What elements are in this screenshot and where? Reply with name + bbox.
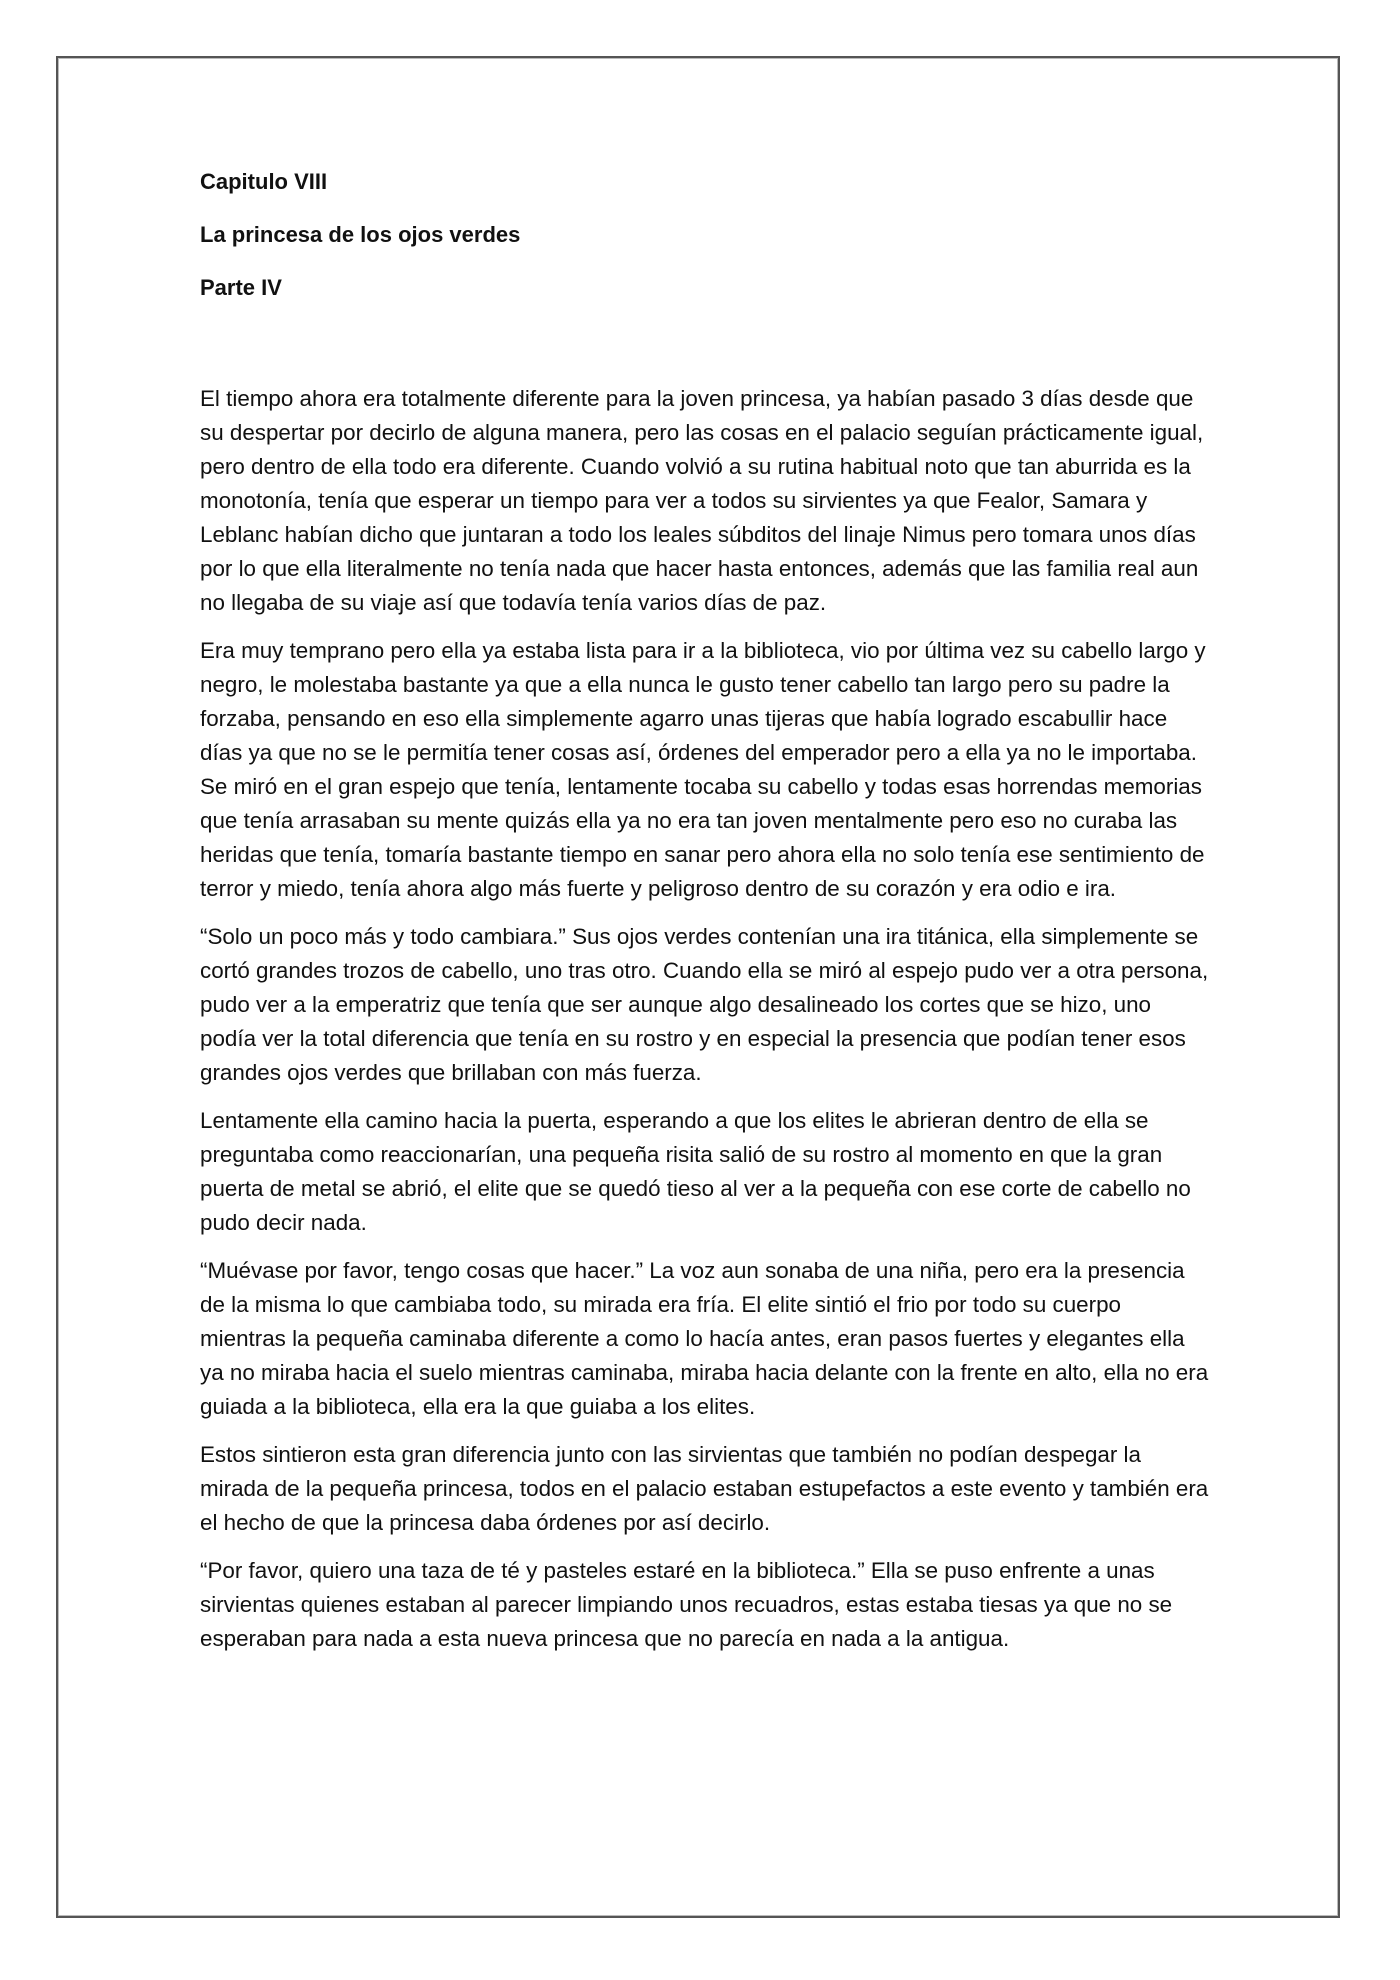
paragraph: “Por favor, quiero una taza de té y pasteles estaré en la biblioteca.” Ella se puso enfrente a unas sirvientas quienes estaban al parecer limpiando unos recuadros, estas estaba tiesas ya que no se esperaban para nada a esta nueva princesa que no parecía en nada a la antigua. bbox=[200, 1558, 1173, 1651]
paragraph: Lentamente ella camino hacia la puerta, esperando a que los elites le abrieran dentro de ella se preguntaba como reaccionarían, una pequeña risita salió de su rostro al momento en que la gran puerta de metal se abrió, el elite que se quedó tieso al ver a la pequeña con ese corte de cabello no pudo decir nada. bbox=[200, 1108, 1191, 1235]
paragraph: El tiempo ahora era totalmente diferente para la joven princesa, ya habían pasado 3 días desde que su despertar por decirlo de alguna manera, pero las cosas en el palacio seguían prácticamente igual, pero dentro de ella todo era diferente. Cuando volvió a su rutina habitual noto que tan aburrida es la monotonía, tenía que esperar un tiempo para ver a todos su sirvientes ya que Fealor, Samara y Leblanc habían dicho que juntaran a todo los leales súbditos del linaje Nimus pero tomara unos días por lo que ella literalmente no tenía nada que hacer hasta entonces, además que las familia real aun no llegaba de su viaje así que todavía tenía varios días de paz. bbox=[200, 386, 1204, 615]
chapter-subtitle: La princesa de los ojos verdes bbox=[200, 222, 521, 247]
document-body bbox=[200, 168, 1210, 1670]
chapter-title: Capitulo VIII bbox=[200, 169, 328, 194]
paragraph: Estos sintieron esta gran diferencia junto con las sirvientas que también no podían despegar la mirada de la pequeña princesa, todos en el palacio estaban estupefactos a este evento y también era el hecho de que la princesa daba órdenes por así decirlo. bbox=[200, 1442, 1209, 1535]
paragraph: Era muy temprano pero ella ya estaba lista para ir a la biblioteca, vio por última vez su cabello largo y negro, le molestaba bastante ya que a ella nunca le gusto tener cabello tan largo pero su padre la forzaba, pensando en eso ella simplemente agarro unas tijeras que había logrado escabullir hace días ya que no se le permitía tener cosas así, órdenes del emperador pero a ella ya no le importaba. Se miró en el gran espejo que tenía, lentamente tocaba su cabello y todas esas horrendas memorias que tenía arrasaban su mente quizás ella ya no era tan joven mentalmente pero eso no curaba las heridas que tenía, tomaría bastante tiempo en sanar pero ahora ella no solo tenía ese sentimiento de terror y miedo, tenía ahora algo más fuerte y peligroso dentro de su corazón y era odio e ira. bbox=[200, 638, 1206, 901]
paragraph: “Solo un poco más y todo cambiara.” Sus ojos verdes contenían una ira titánica, ella simplemente se cortó grandes trozos de cabello, uno tras otro. Cuando ella se miró al espejo pudo ver a otra persona, pudo ver a la emperatriz que tenía que ser aunque algo desalineado los cortes que se hizo, uno podía ver la total diferencia que tenía en su rostro y en especial la presencia que podían tener esos grandes ojos verdes que brillaban con más fuerza. bbox=[200, 924, 1209, 1085]
paragraph: “Muévase por favor, tengo cosas que hacer.” La voz aun sonaba de una niña, pero era la presencia de la misma lo que cambiaba todo, su mirada era fría. El elite sintió el frio por todo su cuerpo mientras la pequeña caminaba diferente a como lo hacía antes, eran pasos fuertes y elegantes ella ya no miraba hacia el suelo mientras caminaba, miraba hacia delante con la frente en alto, ella no era guiada a la biblioteca, ella era la que guiaba a los elites. bbox=[200, 1258, 1209, 1419]
part-title: Parte IV bbox=[200, 275, 282, 300]
